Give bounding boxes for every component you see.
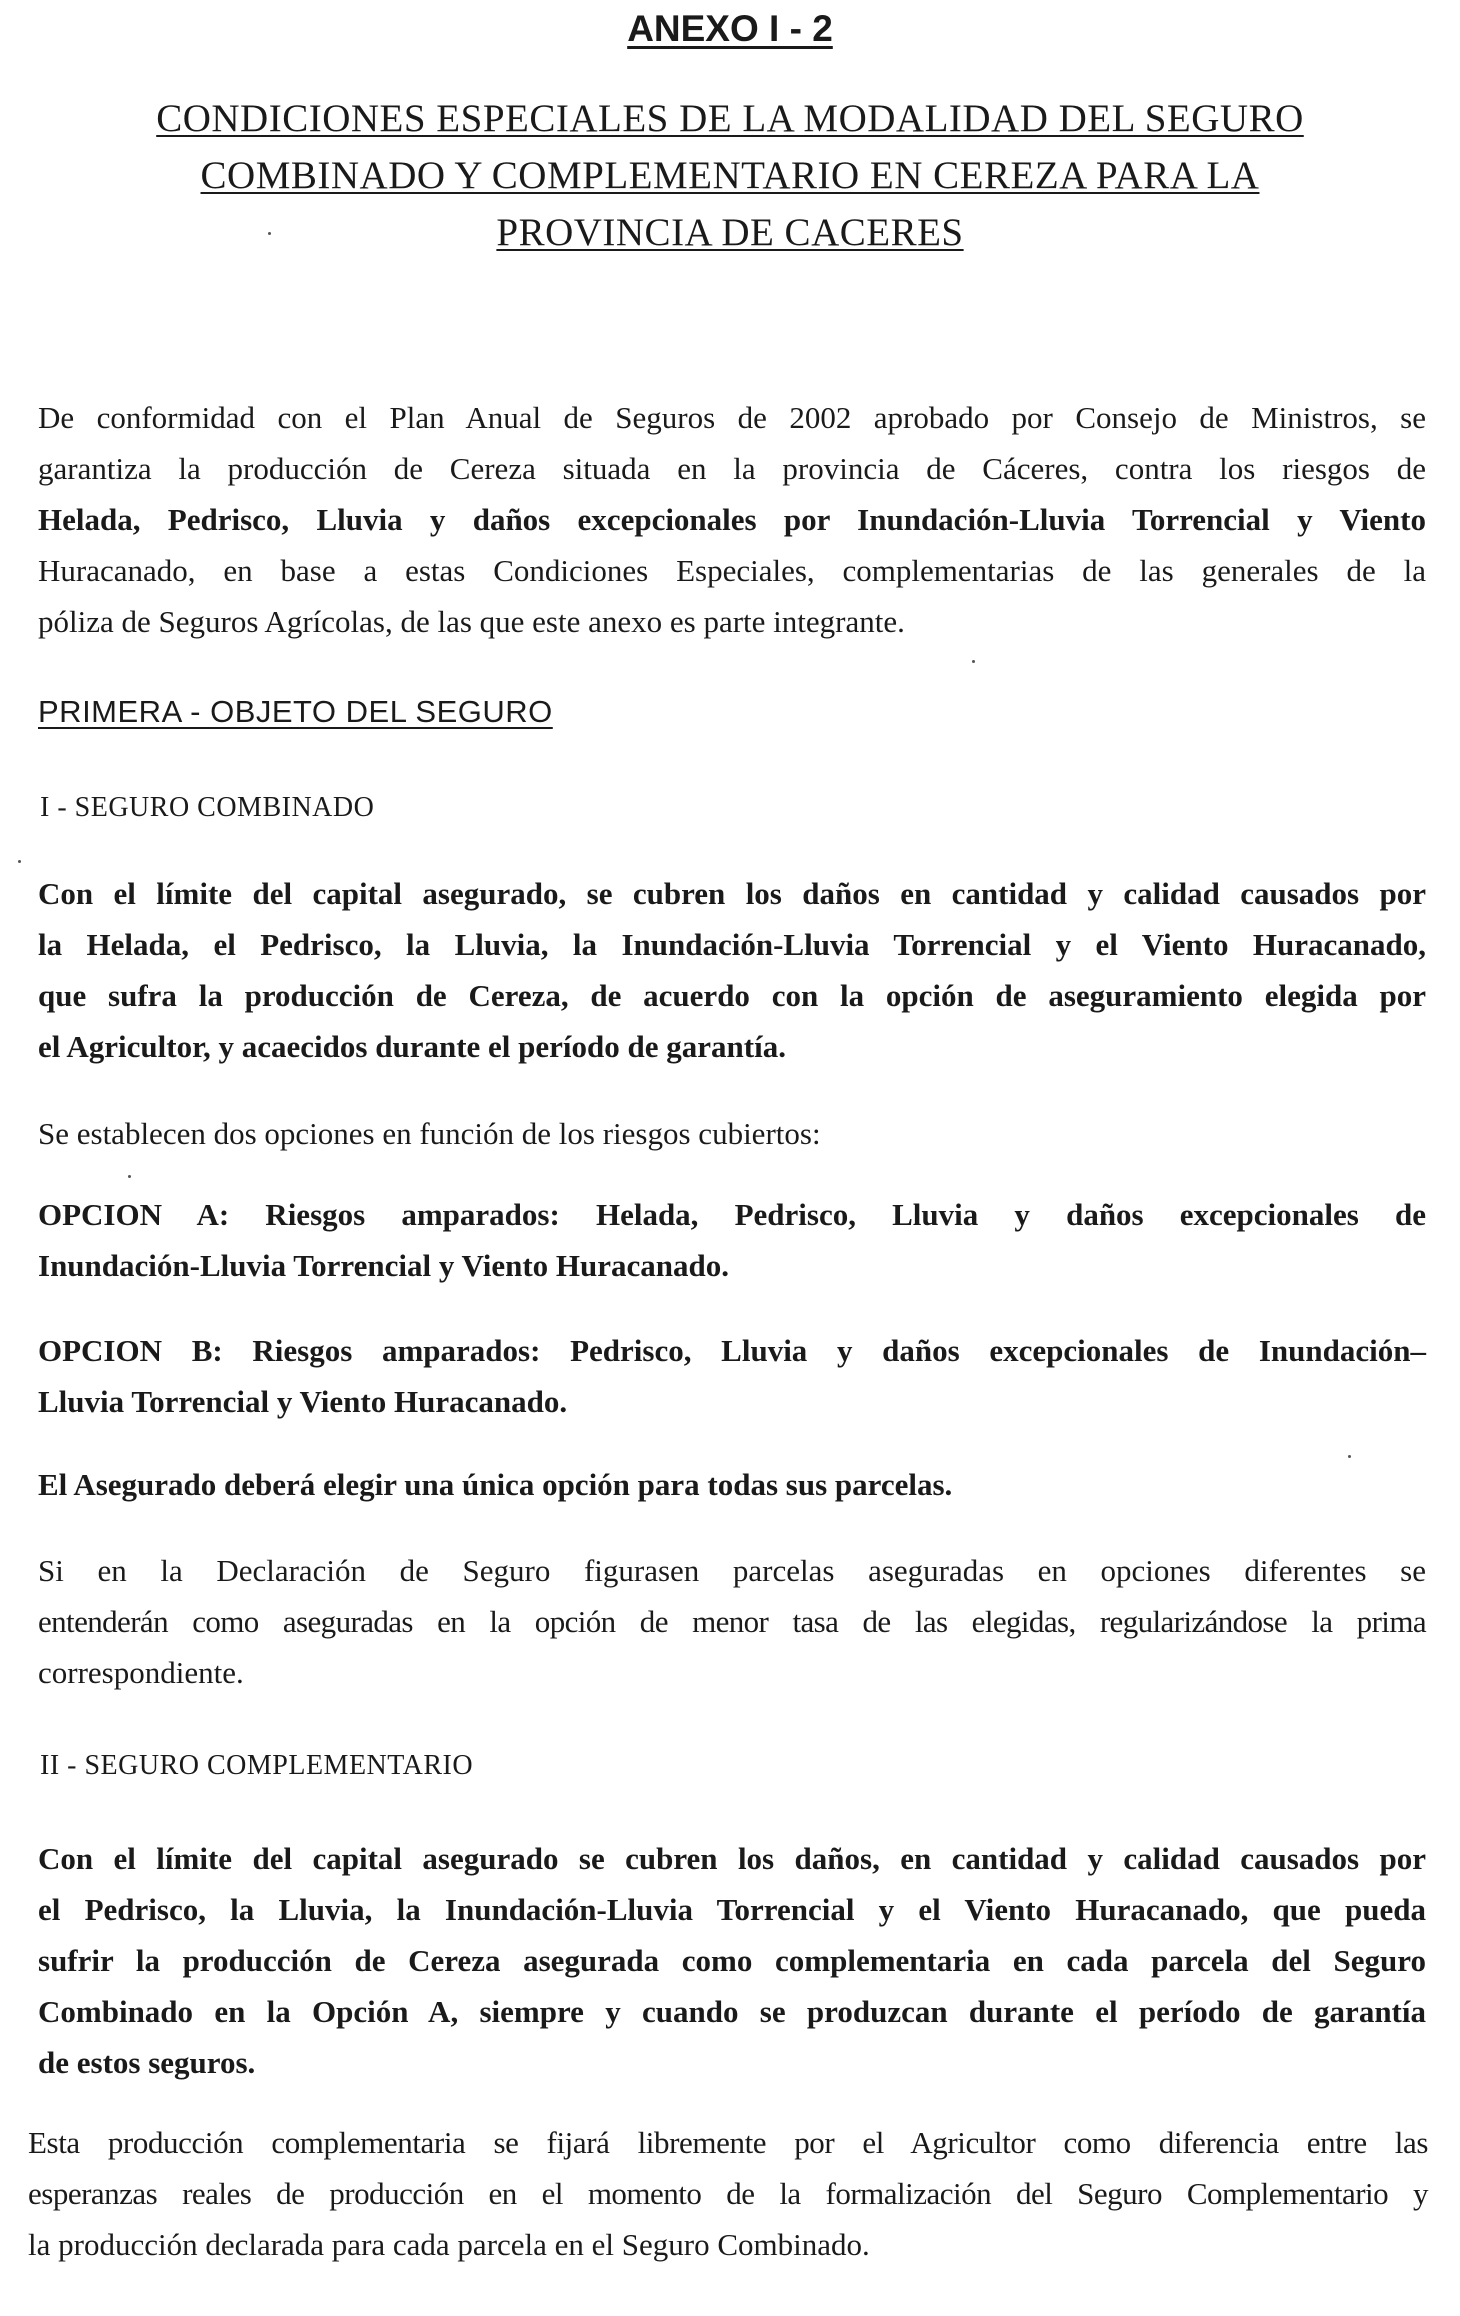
combinado-paragraph	[38, 868, 1426, 1072]
scan-speck	[972, 660, 975, 663]
section-heading-primera: PRIMERA - OBJETO DEL SEGURO	[38, 694, 553, 729]
text-line: Huracanado, en base a estas Condiciones Especiales, complementarias de las generales de la	[38, 553, 1426, 588]
annex-label: ANEXO I - 2	[627, 8, 833, 49]
title-line: CONDICIONES ESPECIALES DE LA MODALIDAD DEL SEGURO	[156, 97, 1304, 140]
scan-speck	[1348, 1455, 1351, 1458]
text-line: entenderán como aseguradas en la opción de menor tasa de las elegidas, regularizándose la prima	[38, 1604, 1426, 1639]
title-line: PROVINCIA DE CACERES	[496, 211, 964, 254]
text-line: que sufra la producción de Cereza, de acuerdo con la opción de aseguramiento elegida por	[38, 978, 1426, 1013]
text-line: Si en la Declaración de Seguro figurasen parcelas aseguradas en opciones diferentes se	[38, 1553, 1426, 1588]
text-line: sufrir la producción de Cereza asegurada como complementaria en cada parcela del Seguro	[38, 1943, 1426, 1978]
subheading-seguro-combinado: I - SEGURO COMBINADO	[40, 792, 375, 823]
intro-paragraph	[38, 392, 1426, 647]
text-line: Se establecen dos opciones en función de los riesgos cubiertos:	[38, 1116, 821, 1151]
text-line: de estos seguros.	[38, 2045, 256, 2080]
text-line: Esta producción complementaria se fijará libremente por el Agricultor como diferencia entre las	[28, 2125, 1428, 2160]
text-line: garantiza la producción de Cereza situada en la provincia de Cáceres, contra los riesgos de	[38, 451, 1426, 486]
opciones-diferentes-paragraph	[38, 1545, 1426, 1698]
text-line: El Asegurado deberá elegir una única opción para todas sus parcelas.	[38, 1467, 953, 1502]
scan-speck	[128, 1175, 131, 1178]
subheading-seguro-complementario: II - SEGURO COMPLEMENTARIO	[40, 1750, 474, 1781]
text-line: Lluvia Torrencial y Viento Huracanado.	[38, 1384, 568, 1419]
text-line: Con el límite del capital asegurado, se cubren los daños en cantidad y calidad causados por	[38, 876, 1426, 911]
text-line: OPCION A: Riesgos amparados: Helada, Pedrisco, Lluvia y daños excepcionales de	[38, 1197, 1426, 1232]
scan-speck	[268, 232, 271, 235]
text-line: Con el límite del capital asegurado se cubren los daños, en cantidad y calidad causados por	[38, 1841, 1426, 1876]
text-line: Combinado en la Opción A, siempre y cuando se produzcan durante el período de garantía	[38, 1994, 1426, 2029]
opcion-b-paragraph	[38, 1325, 1426, 1427]
opciones-intro	[38, 1108, 1426, 1159]
text-line: Inundación-Lluvia Torrencial y Viento Huracanado.	[38, 1248, 730, 1283]
unica-opcion-text	[38, 1459, 1426, 1510]
text-line: correspondiente.	[38, 1655, 244, 1690]
scan-speck	[18, 860, 21, 863]
text-line: OPCION B: Riesgos amparados: Pedrisco, Lluvia y daños excepcionales de Inundación–	[38, 1333, 1426, 1368]
document-title	[60, 90, 1400, 261]
text-line: la producción declarada para cada parcela en el Seguro Combinado.	[28, 2227, 870, 2262]
produccion-paragraph	[28, 2117, 1428, 2270]
complementario-paragraph	[38, 1833, 1426, 2088]
text-line: De conformidad con el Plan Anual de Seguros de 2002 aprobado por Consejo de Ministros, se	[38, 400, 1426, 435]
text-line: el Pedrisco, la Lluvia, la Inundación-Lluvia Torrencial y el Viento Huracanado, que pueda	[38, 1892, 1426, 1927]
text-line: el Agricultor, y acaecidos durante el período de garantía.	[38, 1029, 786, 1064]
text-line: Helada, Pedrisco, Lluvia y daños excepcionales por Inundación-Lluvia Torrencial y Viento	[38, 502, 1426, 537]
text-line: esperanzas reales de producción en el momento de la formalización del Seguro Complementario y	[28, 2176, 1428, 2211]
text-line: póliza de Seguros Agrícolas, de las que este anexo es parte integrante.	[38, 604, 905, 639]
opcion-a-paragraph	[38, 1189, 1426, 1291]
text-line: la Helada, el Pedrisco, la Lluvia, la Inundación-Lluvia Torrencial y el Viento Huracanado,	[38, 927, 1426, 962]
title-line: COMBINADO Y COMPLEMENTARIO EN CEREZA PARA LA	[200, 154, 1260, 197]
